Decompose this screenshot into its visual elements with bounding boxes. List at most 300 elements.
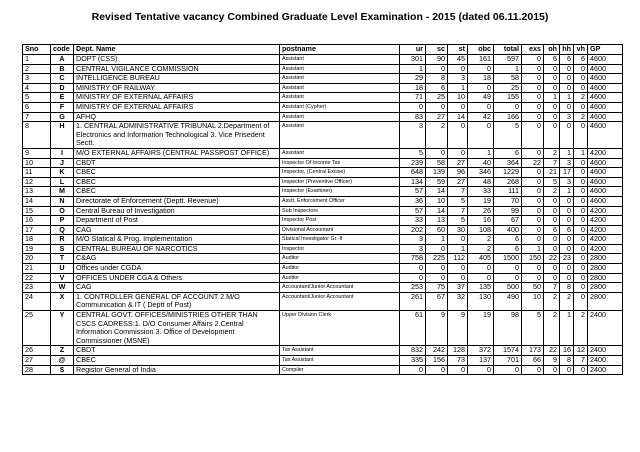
cell-oh: 0	[544, 365, 560, 375]
cell-dept: 1. CENTRAL ADMINISTRATIVE TRIBUNAL 2.Department of Electronics and Information Technological 3. Vice Prisedent Sectt.	[74, 122, 280, 149]
cell-ur: 832	[400, 346, 426, 356]
table-row	[23, 254, 623, 264]
cell-obc: 42	[468, 112, 494, 122]
cell-sc: 90	[426, 55, 448, 65]
cell-oh: 2	[544, 292, 560, 310]
cell-obc: 1	[468, 148, 494, 158]
table-row	[23, 93, 623, 103]
table-row	[23, 112, 623, 122]
cell-sc: 0	[426, 64, 448, 74]
cell-postname: Auditor	[280, 254, 400, 264]
cell-hh: 6	[560, 55, 574, 65]
cell-hh: 8	[560, 283, 574, 293]
cell-vh: 12	[574, 346, 588, 356]
cell-oh: 0	[544, 122, 560, 149]
cell-hh: 0	[560, 196, 574, 206]
cell-oh: 2	[544, 311, 560, 346]
cell-obc: 48	[468, 177, 494, 187]
cell-oh: 9	[544, 356, 560, 366]
cell-total: 25	[494, 83, 522, 93]
cell-ur: 134	[400, 177, 426, 187]
table-row	[23, 292, 623, 310]
cell-hh: 0	[560, 365, 574, 375]
header-oh: oh	[544, 45, 560, 55]
cell-sc: 10	[426, 196, 448, 206]
cell-gp: 4600	[588, 196, 623, 206]
cell-postname: Asstt. Enforcement Officer	[280, 196, 400, 206]
header-ur: ur	[400, 45, 426, 55]
cell-obc: 0	[468, 273, 494, 283]
cell-hh: 3	[560, 158, 574, 168]
cell-vh: 0	[574, 235, 588, 245]
cell-sc: 139	[426, 168, 448, 178]
cell-dept: CENTRAL GOVT. OFFICES/MINISTRIES OTHER THAN CSCS CADRESS:1. D/O Consumer Affairs 2.Central Information Commission 3. Office of Development Commissioner (MSNE)	[74, 311, 280, 346]
cell-sc: 0	[426, 264, 448, 274]
table-row	[23, 273, 623, 283]
cell-obc: 33	[468, 187, 494, 197]
cell-vh: 0	[574, 102, 588, 112]
cell-vh: 0	[574, 74, 588, 84]
cell-st: 128	[448, 346, 468, 356]
cell-oh: 6	[544, 55, 560, 65]
cell-total: 58	[494, 74, 522, 84]
cell-vh: 0	[574, 254, 588, 264]
cell-st: 10	[448, 93, 468, 103]
cell-code: A	[51, 55, 74, 65]
cell-sno: 13	[23, 187, 51, 197]
cell-sno: 23	[23, 283, 51, 293]
cell-code: S	[51, 244, 74, 254]
cell-obc: 2	[468, 235, 494, 245]
cell-dept: CBEC	[74, 187, 280, 197]
cell-exs: 0	[522, 148, 544, 158]
cell-sc: 27	[426, 112, 448, 122]
cell-total: 5	[494, 122, 522, 149]
cell-oh: 0	[544, 216, 560, 226]
cell-dept: INTELLIGENCE BUREAU	[74, 74, 280, 84]
cell-dept: CBEC	[74, 177, 280, 187]
table-row	[23, 206, 623, 216]
cell-oh: 0	[544, 83, 560, 93]
cell-ur: 1	[400, 64, 426, 74]
cell-obc: 0	[468, 102, 494, 112]
cell-obc: 18	[468, 74, 494, 84]
cell-st: 7	[448, 206, 468, 216]
table-row	[23, 158, 623, 168]
cell-st: 1	[448, 83, 468, 93]
cell-ur: 253	[400, 283, 426, 293]
cell-ur: 57	[400, 206, 426, 216]
cell-st: 14	[448, 112, 468, 122]
cell-obc: 372	[468, 346, 494, 356]
cell-sc: 8	[426, 74, 448, 84]
cell-exs: 0	[522, 235, 544, 245]
cell-postname: Compiler	[280, 365, 400, 375]
cell-total: 99	[494, 206, 522, 216]
cell-dept: M/O Statical & Prog. Implementation	[74, 235, 280, 245]
cell-sno: 20	[23, 254, 51, 264]
header-code: code	[51, 45, 74, 55]
cell-total: 0	[494, 273, 522, 283]
cell-oh: 0	[544, 235, 560, 245]
table-row	[23, 264, 623, 274]
cell-sno: 27	[23, 356, 51, 366]
cell-dept: CENTRAL BUREAU OF NARCOTICS	[74, 244, 280, 254]
cell-obc: 19	[468, 311, 494, 346]
cell-hh: 23	[560, 254, 574, 264]
cell-total: 1500	[494, 254, 522, 264]
cell-sc: 75	[426, 283, 448, 293]
table-row	[23, 177, 623, 187]
cell-ur: 3	[400, 244, 426, 254]
cell-dept: Central Bureau of Investigation	[74, 206, 280, 216]
cell-total: 364	[494, 158, 522, 168]
cell-gp: 2400	[588, 346, 623, 356]
cell-total: 268	[494, 177, 522, 187]
cell-oh: 0	[544, 102, 560, 112]
table-row	[23, 122, 623, 149]
cell-dept: Offices under CGDA	[74, 264, 280, 274]
cell-code: Q	[51, 225, 74, 235]
cell-gp: 4600	[588, 177, 623, 187]
cell-st: 0	[448, 122, 468, 149]
cell-oh: 7	[544, 283, 560, 293]
cell-gp: 4600	[588, 168, 623, 178]
cell-obc: 137	[468, 356, 494, 366]
table-row	[23, 346, 623, 356]
cell-sno: 9	[23, 148, 51, 158]
cell-postname: Assistant	[280, 148, 400, 158]
cell-oh: 2	[544, 148, 560, 158]
cell-code: C	[51, 74, 74, 84]
cell-sno: 5	[23, 93, 51, 103]
cell-ur: 33	[400, 216, 426, 226]
cell-vh: 0	[574, 158, 588, 168]
cell-st: 37	[448, 283, 468, 293]
cell-sc: 6	[426, 83, 448, 93]
cell-dept: CAG	[74, 225, 280, 235]
cell-gp: 4200	[588, 225, 623, 235]
cell-gp: 2800	[588, 254, 623, 264]
cell-gp: 4200	[588, 148, 623, 158]
cell-total: 500	[494, 283, 522, 293]
cell-sno: 6	[23, 102, 51, 112]
table-row	[23, 365, 623, 375]
cell-exs: 0	[522, 64, 544, 74]
cell-postname: Inspector (Examiner)	[280, 187, 400, 197]
cell-hh: 0	[560, 102, 574, 112]
cell-ur: 18	[400, 83, 426, 93]
cell-total: 1229	[494, 168, 522, 178]
cell-ur: 5	[400, 148, 426, 158]
cell-hh: 3	[560, 177, 574, 187]
cell-st: 0	[448, 64, 468, 74]
cell-oh: 21	[544, 168, 560, 178]
cell-hh: 0	[560, 264, 574, 274]
table-row	[23, 283, 623, 293]
table-row	[23, 83, 623, 93]
table-row	[23, 148, 623, 158]
cell-sc: 67	[426, 292, 448, 310]
cell-st: 0	[448, 235, 468, 245]
cell-gp: 2400	[588, 365, 623, 375]
cell-sc: 242	[426, 346, 448, 356]
cell-exs: 50	[522, 283, 544, 293]
cell-vh: 0	[574, 196, 588, 206]
cell-code: H	[51, 122, 74, 149]
cell-postname: Inspector (Preventive Officer)	[280, 177, 400, 187]
cell-exs: 0	[522, 225, 544, 235]
cell-total: 166	[494, 112, 522, 122]
cell-code: G	[51, 112, 74, 122]
cell-st: 0	[448, 264, 468, 274]
cell-oh: 22	[544, 254, 560, 264]
cell-code: D	[51, 83, 74, 93]
cell-sc: 225	[426, 254, 448, 264]
cell-dept: Department of Post	[74, 216, 280, 226]
cell-code: E	[51, 93, 74, 103]
cell-ur: 648	[400, 168, 426, 178]
cell-gp: 4600	[588, 83, 623, 93]
cell-obc: 405	[468, 254, 494, 264]
cell-hh: 2	[560, 292, 574, 310]
cell-postname: Auditor	[280, 264, 400, 274]
cell-code: F	[51, 102, 74, 112]
cell-total: 0	[494, 365, 522, 375]
cell-postname: Upper Division Clerk	[280, 311, 400, 346]
cell-obc: 0	[468, 264, 494, 274]
cell-code: T	[51, 254, 74, 264]
cell-dept: CENTRAL VIGILANCE COMMISSION	[74, 64, 280, 74]
cell-gp: 4200	[588, 206, 623, 216]
cell-oh: 6	[544, 225, 560, 235]
cell-oh: 5	[544, 177, 560, 187]
table-row	[23, 311, 623, 346]
cell-sc: 0	[426, 365, 448, 375]
cell-oh: 1	[544, 93, 560, 103]
table-row	[23, 64, 623, 74]
cell-code: K	[51, 168, 74, 178]
cell-sno: 14	[23, 196, 51, 206]
cell-sc: 9	[426, 311, 448, 346]
cell-obc: 0	[468, 83, 494, 93]
cell-ur: 202	[400, 225, 426, 235]
cell-sno: 3	[23, 74, 51, 84]
cell-code: X	[51, 292, 74, 310]
cell-hh: 16	[560, 346, 574, 356]
cell-postname: Assistant	[280, 55, 400, 65]
cell-total: 1	[494, 64, 522, 74]
cell-st: 73	[448, 356, 468, 366]
cell-gp: 4600	[588, 55, 623, 65]
cell-gp: 4200	[588, 235, 623, 245]
cell-vh: 1	[574, 148, 588, 158]
header-postname: postname	[280, 45, 400, 55]
cell-oh: 2	[544, 187, 560, 197]
header-dept: Dept. Name	[74, 45, 280, 55]
cell-exs: 0	[522, 365, 544, 375]
cell-sc: 60	[426, 225, 448, 235]
cell-st: 3	[448, 74, 468, 84]
cell-sno: 11	[23, 168, 51, 178]
cell-st: 45	[448, 55, 468, 65]
cell-hh: 1	[560, 93, 574, 103]
cell-postname: Assistant	[280, 83, 400, 93]
cell-code: U	[51, 264, 74, 274]
cell-sno: 18	[23, 235, 51, 245]
cell-total: 400	[494, 225, 522, 235]
cell-exs: 0	[522, 187, 544, 197]
cell-obc: 19	[468, 196, 494, 206]
cell-exs: 0	[522, 273, 544, 283]
cell-total: 70	[494, 196, 522, 206]
cell-hh: 1	[560, 187, 574, 197]
cell-sno: 10	[23, 158, 51, 168]
page-title: Revised Tentative vacancy Combined Graduate Level Examination - 2015 (dated 06.11.2015)	[91, 11, 549, 23]
cell-sc: 58	[426, 158, 448, 168]
cell-code: @	[51, 356, 74, 366]
cell-postname: Inspector Post	[280, 216, 400, 226]
cell-sc: 13	[426, 216, 448, 226]
cell-sno: 16	[23, 216, 51, 226]
table-row	[23, 235, 623, 245]
cell-hh: 0	[560, 244, 574, 254]
cell-hh: 0	[560, 64, 574, 74]
cell-sno: 19	[23, 244, 51, 254]
cell-dept: CBEC	[74, 356, 280, 366]
cell-oh: 0	[544, 196, 560, 206]
cell-obc: 26	[468, 206, 494, 216]
cell-exs: 66	[522, 356, 544, 366]
cell-vh: 0	[574, 225, 588, 235]
cell-ur: 758	[400, 254, 426, 264]
cell-dept: Registor General of India	[74, 365, 280, 375]
cell-exs: 0	[522, 74, 544, 84]
header-hh: hh	[560, 45, 574, 55]
cell-total: 98	[494, 311, 522, 346]
cell-exs: 0	[522, 93, 544, 103]
cell-sno: 2	[23, 64, 51, 74]
cell-postname: Assistant	[280, 93, 400, 103]
cell-code: B	[51, 64, 74, 74]
cell-postname: Accountant/Junior Accountant	[280, 292, 400, 310]
cell-sno: 15	[23, 206, 51, 216]
cell-sno: 28	[23, 365, 51, 375]
cell-hh: 1	[560, 148, 574, 158]
cell-st: 0	[448, 365, 468, 375]
cell-st: 5	[448, 196, 468, 206]
cell-oh: 0	[544, 244, 560, 254]
cell-postname: Inspector, (Central Excise)	[280, 168, 400, 178]
cell-ur: 83	[400, 112, 426, 122]
cell-dept: Directorate of Enforcement (Deptt. Revenue)	[74, 196, 280, 206]
table-row	[23, 102, 623, 112]
cell-hh: 0	[560, 273, 574, 283]
cell-code: J	[51, 158, 74, 168]
cell-sc: 0	[426, 102, 448, 112]
cell-gp: 4600	[588, 64, 623, 74]
cell-exs: 173	[522, 346, 544, 356]
cell-ur: 61	[400, 311, 426, 346]
cell-exs: 0	[522, 177, 544, 187]
cell-obc: 2	[468, 244, 494, 254]
cell-exs: 0	[522, 216, 544, 226]
cell-hh: 0	[560, 122, 574, 149]
cell-gp: 2800	[588, 292, 623, 310]
cell-dept: CBDT	[74, 158, 280, 168]
cell-exs: 22	[522, 158, 544, 168]
cell-gp: 4600	[588, 112, 623, 122]
cell-gp: 4600	[588, 187, 623, 197]
cell-vh: 0	[574, 83, 588, 93]
cell-exs: 0	[522, 168, 544, 178]
cell-vh: 2	[574, 112, 588, 122]
cell-ur: 239	[400, 158, 426, 168]
cell-sno: 24	[23, 292, 51, 310]
cell-total: 701	[494, 356, 522, 366]
cell-dept: MINISTRY OF RAILWAY	[74, 83, 280, 93]
cell-oh: 0	[544, 273, 560, 283]
cell-ur: 3	[400, 235, 426, 245]
cell-sno: 4	[23, 83, 51, 93]
cell-vh: 0	[574, 273, 588, 283]
cell-obc: 0	[468, 122, 494, 149]
cell-dept: CAG	[74, 283, 280, 293]
cell-obc: 130	[468, 292, 494, 310]
cell-dept: MINISTRY OF EXTERNAL AFFAIRS	[74, 93, 280, 103]
cell-postname: Statical Investigator Gr.-II	[280, 235, 400, 245]
cell-total: 6	[494, 244, 522, 254]
cell-code: O	[51, 206, 74, 216]
cell-ur: 301	[400, 55, 426, 65]
cell-code: M	[51, 187, 74, 197]
cell-hh: 6	[560, 225, 574, 235]
cell-exs: 0	[522, 122, 544, 149]
cell-obc: 161	[468, 55, 494, 65]
cell-vh: 0	[574, 292, 588, 310]
cell-exs: 0	[522, 112, 544, 122]
cell-sno: 26	[23, 346, 51, 356]
table-row	[23, 356, 623, 366]
cell-obc: 0	[468, 365, 494, 375]
table-row	[23, 216, 623, 226]
cell-dept: AFHQ	[74, 112, 280, 122]
cell-st: 9	[448, 311, 468, 346]
cell-sno: 1	[23, 55, 51, 65]
cell-hh: 0	[560, 83, 574, 93]
cell-code: $	[51, 365, 74, 375]
cell-postname: Assistant (Cypher)	[280, 102, 400, 112]
cell-sc: 1	[426, 235, 448, 245]
cell-exs: 10	[522, 292, 544, 310]
cell-exs: 0	[522, 196, 544, 206]
cell-hh: 1	[560, 311, 574, 346]
cell-st: 96	[448, 168, 468, 178]
cell-vh: 0	[574, 264, 588, 274]
cell-total: 0	[494, 102, 522, 112]
header-vh: vh	[574, 45, 588, 55]
cell-postname: Accountant/Junior Accountant	[280, 283, 400, 293]
cell-st: 30	[448, 225, 468, 235]
cell-dept: C&AG	[74, 254, 280, 264]
cell-total: 0	[494, 264, 522, 274]
cell-total: 67	[494, 216, 522, 226]
cell-postname: Sub Inspectors	[280, 206, 400, 216]
cell-vh: 0	[574, 168, 588, 178]
cell-total: 111	[494, 187, 522, 197]
cell-code: P	[51, 216, 74, 226]
cell-ur: 29	[400, 74, 426, 84]
